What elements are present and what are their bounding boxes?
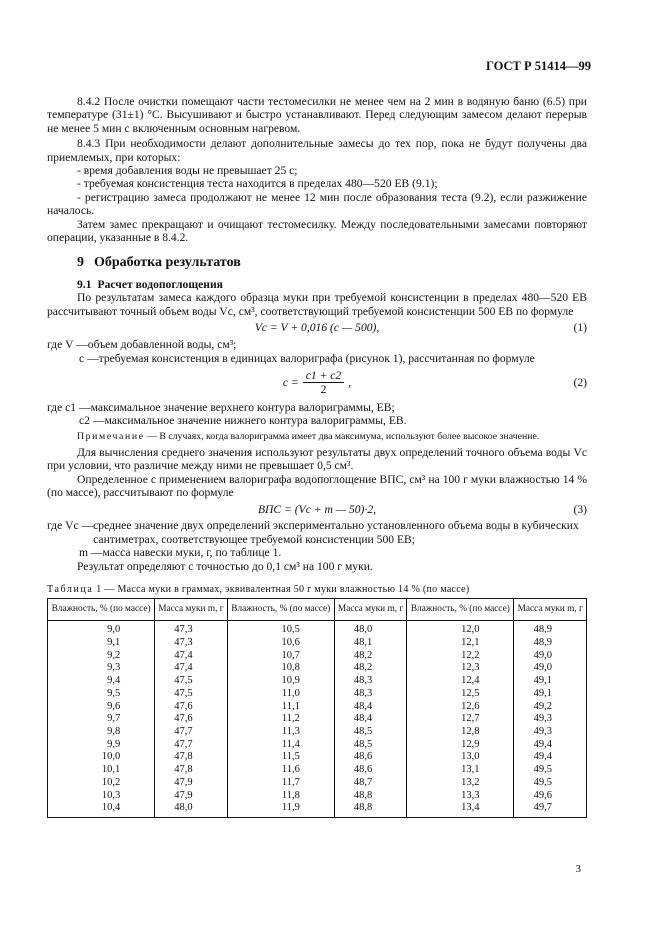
table-cell: 9,4 bbox=[48, 675, 155, 688]
table-cell: 47,5 bbox=[155, 688, 227, 701]
column-header: Влажность, % (по массе) bbox=[48, 599, 155, 621]
document-code: ГОСТ Р 51414—99 bbox=[485, 59, 591, 73]
table-caption-label: Таблица bbox=[47, 583, 94, 595]
table-cell: 47,6 bbox=[155, 713, 227, 726]
table-row bbox=[48, 739, 587, 752]
table-cell: 49,5 bbox=[514, 777, 587, 790]
definition-term: c2 — bbox=[79, 414, 105, 428]
table-cell: 47,4 bbox=[155, 662, 227, 675]
table-cell: 9,6 bbox=[48, 701, 155, 714]
table-cell: 9,9 bbox=[48, 739, 155, 752]
column-header: Влажность, % (по массе) bbox=[407, 599, 514, 621]
table-cell: 49,0 bbox=[514, 662, 587, 675]
table-cell: 48,4 bbox=[334, 713, 406, 726]
column-header: Масса муки m, г bbox=[514, 599, 587, 621]
table-cell: 49,2 bbox=[514, 701, 587, 714]
table-cell: 10,4 bbox=[48, 802, 155, 817]
subsection-number: 9.1 bbox=[77, 277, 92, 291]
table-cell: 11,7 bbox=[227, 777, 334, 790]
formula-2-fraction bbox=[303, 369, 345, 397]
table-cell: 10,7 bbox=[227, 650, 334, 663]
table-cell: 47,8 bbox=[155, 764, 227, 777]
table-header-row bbox=[48, 599, 587, 621]
definition-text: масса навески муки, г, по таблице 1. bbox=[102, 546, 282, 560]
note bbox=[47, 431, 587, 443]
definition-text: требуемая консистенция в единицах валориграфа (рисунок 1), рассчитанная по формуле bbox=[98, 351, 535, 365]
formula-3-number: (3) bbox=[573, 502, 587, 516]
table-cell: 48,5 bbox=[334, 739, 406, 752]
definition-term: где c1 — bbox=[47, 400, 91, 414]
paragraph-8-4-2: 8.4.2 После очистки помещают части тестомесилки не менее чем на 2 мин в водяную баню (6.5) при температуре (31±1) °С. Высушивают и быстро устанавливают. Перед следующим замесом делают перерыв не менее 5 мин с включенным основным нагревом. bbox=[47, 95, 587, 135]
table-row bbox=[48, 662, 587, 675]
table-row bbox=[48, 790, 587, 803]
table-cell: 11,6 bbox=[227, 764, 334, 777]
table-cell: 48,2 bbox=[334, 650, 406, 663]
definition-row bbox=[47, 519, 587, 546]
table-cell: 47,4 bbox=[155, 650, 227, 663]
table-cell: 12,0 bbox=[407, 621, 514, 637]
table-cell: 49,7 bbox=[514, 802, 587, 817]
table-cell: 12,4 bbox=[407, 675, 514, 688]
table-cell: 13,2 bbox=[407, 777, 514, 790]
table-cell: 49,3 bbox=[514, 726, 587, 739]
table-cell: 47,3 bbox=[155, 621, 227, 637]
formula-2 bbox=[47, 365, 587, 401]
note-text: — В случаях, когда валориграмма имеет два максимума, используют более высокое значение. bbox=[144, 430, 540, 442]
table-cell: 10,9 bbox=[227, 675, 334, 688]
table-cell: 12,2 bbox=[407, 650, 514, 663]
table-row bbox=[48, 713, 587, 726]
table-cell: 10,6 bbox=[227, 637, 334, 650]
table-cell: 47,6 bbox=[155, 701, 227, 714]
table-row bbox=[48, 777, 587, 790]
table-cell: 12,5 bbox=[407, 688, 514, 701]
definition-row bbox=[47, 338, 587, 351]
formula-1 bbox=[47, 318, 587, 338]
table-cell: 48,7 bbox=[334, 777, 406, 790]
table-cell: 48,5 bbox=[334, 726, 406, 739]
table-cell: 11,3 bbox=[227, 726, 334, 739]
table-row bbox=[48, 621, 587, 637]
table-cell: 49,6 bbox=[514, 790, 587, 803]
table-cell: 12,7 bbox=[407, 713, 514, 726]
table-cell: 10,1 bbox=[48, 764, 155, 777]
flour-mass-table bbox=[47, 598, 587, 818]
table-cell: 10,5 bbox=[227, 621, 334, 637]
formula-3 bbox=[47, 499, 587, 519]
table-cell: 49,4 bbox=[514, 751, 587, 764]
table-cell: 9,7 bbox=[48, 713, 155, 726]
table-cell: 47,9 bbox=[155, 790, 227, 803]
definition-row bbox=[47, 414, 587, 427]
section-title: Обработка результатов bbox=[94, 255, 241, 271]
bullet-item: - регистрацию замеса продолжают не менее 12 мин после образования теста (9.2), если разжижение началось. bbox=[47, 190, 587, 218]
table-cell: 48,6 bbox=[334, 764, 406, 777]
table-row bbox=[48, 764, 587, 777]
table-cell: 12,8 bbox=[407, 726, 514, 739]
bullet-item: - время добавления воды не превышает 25 с; bbox=[77, 164, 298, 178]
table-cell: 13,0 bbox=[407, 751, 514, 764]
definition-term: m — bbox=[79, 546, 103, 560]
table-cell: 11,8 bbox=[227, 790, 334, 803]
table-cell: 48,1 bbox=[334, 637, 406, 650]
definition-text: максимальное значение нижнего контура валориграммы, ЕВ. bbox=[104, 414, 407, 428]
definition-term: где V — bbox=[47, 338, 88, 352]
table-cell: 11,1 bbox=[227, 701, 334, 714]
formula-1-number: (1) bbox=[573, 321, 587, 335]
subsection-title: Расчет водопоглощения bbox=[97, 277, 223, 291]
table-cell: 11,4 bbox=[227, 739, 334, 752]
column-header: Влажность, % (по массе) bbox=[227, 599, 334, 621]
table-caption bbox=[47, 583, 587, 596]
formula-3-expression: ВПС = (Vc + m — 50)·2, bbox=[257, 502, 377, 516]
table-row bbox=[48, 675, 587, 688]
table-row bbox=[48, 688, 587, 701]
note-label: Примечание bbox=[77, 430, 145, 442]
table-cell: 11,2 bbox=[227, 713, 334, 726]
paragraph-8-4-3: 8.4.3 При необходимости делают дополнительные замесы до тех пор, пока не будут получены два приемлемых, при которых: bbox=[47, 137, 587, 164]
table-cell: 9,0 bbox=[48, 621, 155, 637]
table-cell: 48,3 bbox=[334, 688, 406, 701]
page-number: 3 bbox=[575, 862, 581, 875]
definition-row bbox=[47, 401, 587, 414]
table-cell: 47,7 bbox=[155, 726, 227, 739]
table-cell: 13,3 bbox=[407, 790, 514, 803]
definition-row bbox=[47, 546, 587, 559]
table-cell: 49,0 bbox=[514, 650, 587, 663]
paragraph-9-1: По результатам замеса каждого образца муки при требуемой консистенции в пределах 480—520 ЕВ рассчитывают точный объем воды Vc, см³, соответствующий требуемой консистенции 500 ЕВ по формуле bbox=[47, 291, 587, 318]
table-cell: 13,4 bbox=[407, 802, 514, 817]
table-cell: 47,3 bbox=[155, 637, 227, 650]
table-row bbox=[48, 751, 587, 764]
table-cell: 47,9 bbox=[155, 777, 227, 790]
formula-2-number: (2) bbox=[573, 376, 587, 390]
paragraph-water-absorption: Определенное с применением валориграфа водопоглощение ВПС, см³ на 100 г муки влажностью 14 % (по массе), рассчитывают по формуле bbox=[47, 472, 587, 499]
table-body bbox=[48, 621, 587, 818]
table-cell: 48,4 bbox=[334, 701, 406, 714]
column-header: Масса муки m, г bbox=[155, 599, 227, 621]
table-cell: 13,1 bbox=[407, 764, 514, 777]
table-cell: 11,9 bbox=[227, 802, 334, 817]
table-cell: 9,3 bbox=[48, 662, 155, 675]
formula-2-numerator: c1 + c2 bbox=[303, 369, 345, 383]
paragraph-mean: Для вычисления среднего значения используют результаты двух определений точного объема воды Vc при условии, что различие между ними не превышает 0,5 см³. bbox=[47, 445, 587, 473]
definition-text: максимальное значение верхнего контура валориграммы, ЕВ; bbox=[90, 400, 395, 414]
table-cell: 48,9 bbox=[514, 621, 587, 637]
formula-1-expression: Vc = V + 0,016 (c — 500), bbox=[254, 321, 380, 335]
table-cell: 9,1 bbox=[48, 637, 155, 650]
table-cell: 49,5 bbox=[514, 764, 587, 777]
table-cell: 12,1 bbox=[407, 637, 514, 650]
table-cell: 9,5 bbox=[48, 688, 155, 701]
table-cell: 12,9 bbox=[407, 739, 514, 752]
table-cell: 48,8 bbox=[334, 790, 406, 803]
formula-2-tail: , bbox=[348, 376, 352, 390]
table-row bbox=[48, 802, 587, 817]
table-cell: 48,8 bbox=[334, 802, 406, 817]
subsection-heading bbox=[47, 278, 587, 291]
paragraph-result: Результат определяют с точностью до 0,1 см³ на 100 г муки. bbox=[77, 559, 373, 573]
table-row bbox=[48, 637, 587, 650]
table-cell: 49,4 bbox=[514, 739, 587, 752]
table-cell: 49,1 bbox=[514, 675, 587, 688]
table-row bbox=[48, 726, 587, 739]
table-cell: 11,0 bbox=[227, 688, 334, 701]
paragraph-stop: Затем замес прекращают и очищают тестомесилку. Между последовательными замесами повторяют операции, указанные в 8.4.2. bbox=[47, 217, 587, 245]
definition-term: где Vc — bbox=[47, 519, 94, 533]
table-cell: 10,0 bbox=[48, 751, 155, 764]
bullet-item: - требуемая консистенция теста находится в пределах 480—520 ЕВ (9.1); bbox=[77, 177, 438, 191]
column-header: Масса муки m, г bbox=[334, 599, 406, 621]
table-cell: 47,8 bbox=[155, 751, 227, 764]
table-cell: 10,2 bbox=[48, 777, 155, 790]
section-number: 9 bbox=[77, 255, 84, 271]
table-row bbox=[48, 650, 587, 663]
definition-row bbox=[47, 352, 587, 365]
table-cell: 48,0 bbox=[334, 621, 406, 637]
table-cell: 11,5 bbox=[227, 751, 334, 764]
table-cell: 49,1 bbox=[514, 688, 587, 701]
table-cell: 9,2 bbox=[48, 650, 155, 663]
table-cell: 10,8 bbox=[227, 662, 334, 675]
formula-2-lhs: c = bbox=[282, 376, 299, 390]
definition-term: c — bbox=[79, 351, 99, 365]
table-cell: 12,6 bbox=[407, 701, 514, 714]
table-cell: 49,3 bbox=[514, 713, 587, 726]
table-cell: 10,3 bbox=[48, 790, 155, 803]
definition-text: среднее значение двух определений экспериментально установленного объема воды в кубических сантиметрах, соответствующее требуемой консистенции 500 ЕВ; bbox=[93, 519, 579, 546]
table-cell: 12,3 bbox=[407, 662, 514, 675]
table-cell: 48,9 bbox=[514, 637, 587, 650]
table-cell: 48,2 bbox=[334, 662, 406, 675]
table-cell: 9,8 bbox=[48, 726, 155, 739]
table-cell: 48,3 bbox=[334, 675, 406, 688]
formula-2-denominator: 2 bbox=[320, 383, 327, 397]
page-content bbox=[47, 95, 587, 818]
table-caption-text: 1 — Масса муки в граммах, эквивалентная 50 г муки влажностью 14 % (по массе) bbox=[93, 583, 470, 595]
table-cell: 48,6 bbox=[334, 751, 406, 764]
table-cell: 47,5 bbox=[155, 675, 227, 688]
table-cell: 47,7 bbox=[155, 739, 227, 752]
definition-text: объем добавленной воды, см³; bbox=[87, 338, 237, 352]
table-cell: 48,0 bbox=[155, 802, 227, 817]
section-heading bbox=[47, 256, 587, 269]
table-row bbox=[48, 701, 587, 714]
